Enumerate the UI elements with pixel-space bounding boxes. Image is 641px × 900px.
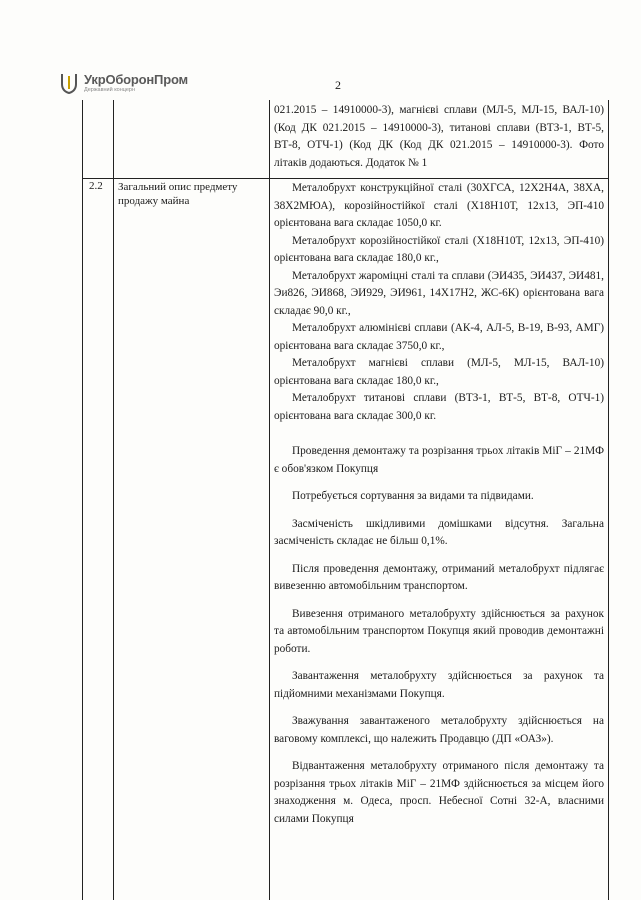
table-row-continuation <box>83 100 608 179</box>
paragraph: Проведення демонтажу та розрізання трьох літаків МіГ – 21МФ є обов'язком Покупця <box>274 445 604 475</box>
paragraph: Після проведення демонтажу, отриманий металобрухт підлягає вивезенню автомобільним транспортом. <box>274 562 604 592</box>
paragraph: Металобрухт алюмінієві сплави (АК-4, АЛ-5, В-19, В-93, АМГ) орієнтована вага складає 3750,0 кг., <box>274 322 604 352</box>
paragraph: Потребується сортування за видами та підвидами. <box>292 490 534 502</box>
page-number: 2 <box>335 78 341 92</box>
row-label: Загальний опис предмету продажу майна <box>118 181 238 207</box>
paragraph: Зважування завантаженого металобрухту здійснюється на ваговому комплексі, що належить Продавцю (ДП «ОАЗ»). <box>274 715 604 745</box>
paragraph: Металобрухт конструкційної сталі (30ХГСА, 12Х2Н4А, 38ХА, 38Х2МЮА), корозійностійкої сталі (Х18Н10Т, 12х13, ЭП-410 орієнтована вага складає 1050,0 кг. <box>274 182 604 229</box>
paragraph: Металобрухт жароміцні сталі та сплави (ЭИ435, ЭИ437, ЭИ481, Эи826, ЭИ868, ЭИ929, ЭИ961, 14Х17Н2, ЖС-6К) орієнтована вага складає 90,0 кг., <box>274 269 604 317</box>
paragraph: Вивезення отриманого металобрухту здійснюється за рахунок та автомобільним транспортом Покупця який проводив демонтажні роботи. <box>274 607 604 655</box>
column-divider <box>113 100 114 900</box>
paragraph: Металобрухт магнієві сплави (МЛ-5, МЛ-15, ВАЛ-10) орієнтована вага складає 180,0 кг., <box>274 357 604 387</box>
document-table <box>82 100 609 900</box>
column-divider <box>269 100 270 900</box>
paragraph: Металобрухт титанові сплави (ВТЗ-1, ВТ-5, ВТ-8, ОТЧ-1) орієнтована вага складає 300,0 кг. <box>274 392 604 422</box>
paragraph: Засміченість шкідливими домішками відсутня. Загальна засміченість складає не більш 0,1%. <box>274 517 604 547</box>
row-2-2-content <box>274 180 604 828</box>
row-number: 2.2 <box>89 180 103 192</box>
paragraph: Відвантаження металобрухту отриманого після демонтажу та розрізання трьох літаків МіГ – 21МФ здійснюється за місцем його знаходження м. Одеса, просп. Небесної Сотні 32-А, власними силами Покупця <box>274 760 604 825</box>
logo-subtitle: Державний концерн <box>84 87 136 93</box>
continuation-paragraph: 021.2015 – 14910000-3), магнієві сплави (МЛ-5, МЛ-15, ВАЛ-10) (Код ДК 021.2015 – 14910000-3), титанові сплави (ВТЗ-1, ВТ-5, ВТ-8, ОТЧ-1) (Код ДК (Код ДК 021.2015 – 14910000-3). Фото літаків додаються. Додаток № 1 <box>274 104 604 169</box>
paragraph: Металобрухт корозійностійкої сталі (Х18Н10Т, 12х13, ЭП-410) орієнтована вага складає 180,0 кг., <box>274 234 604 264</box>
trident-logo-icon <box>60 72 78 94</box>
company-logo <box>60 72 188 94</box>
logo-text: УкрОборонПром <box>84 72 188 87</box>
row-continuation-text <box>274 102 604 172</box>
paragraph: Завантаження металобрухту здійснюється за рахунок та підйомними механізмами Покупця. <box>274 670 604 700</box>
